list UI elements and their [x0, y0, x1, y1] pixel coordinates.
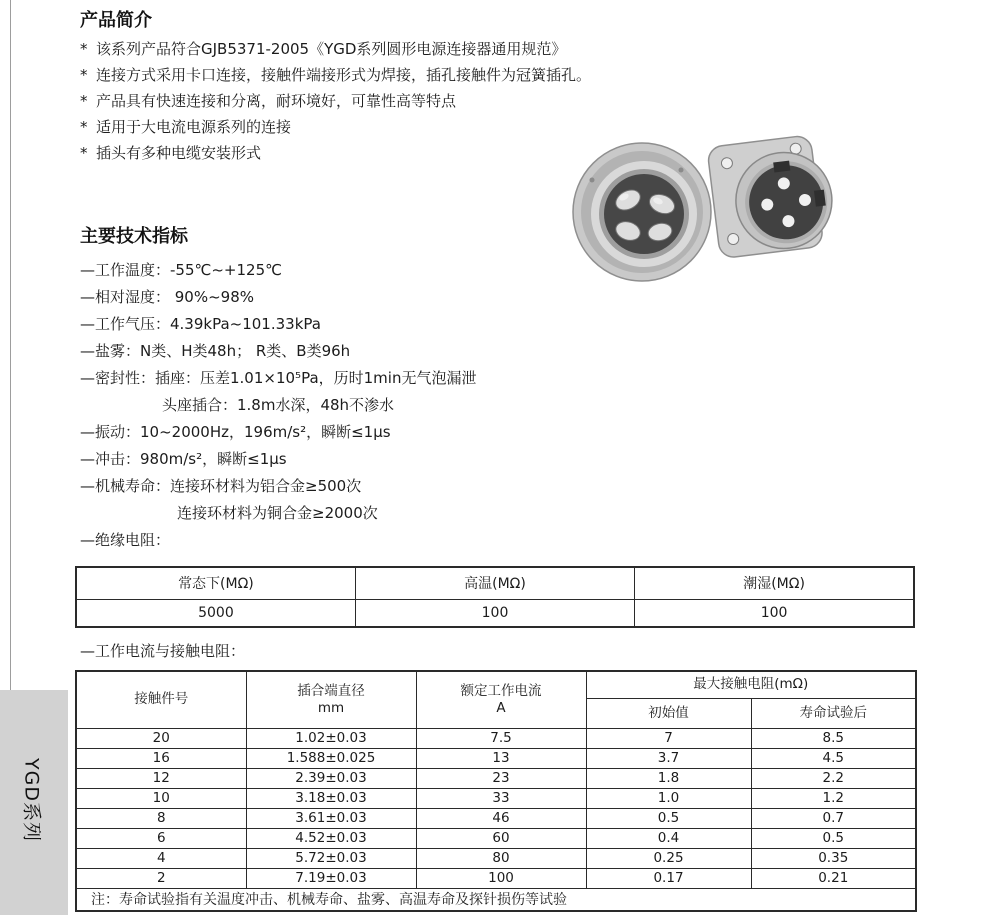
table-row: [76, 768, 916, 788]
spec-line: —机械寿命：连接环材料为铝合金≥500次: [80, 477, 362, 495]
col-after-life-test: 寿命试验后: [751, 698, 916, 728]
table-cell: 3.7: [586, 748, 751, 768]
intro-section-title: 产品简介: [80, 10, 152, 31]
intro-bullet: [80, 114, 640, 140]
table-cell: 0.21: [751, 868, 916, 888]
insulation-value-cell: 100: [635, 599, 914, 627]
insulation-table-value-row: [76, 599, 914, 627]
table-cell: 33: [416, 788, 586, 808]
table-row: [76, 808, 916, 828]
spec-line: 头座插合：1.8m水深，48h不渗水: [162, 396, 395, 414]
table-cell: 80: [416, 848, 586, 868]
col-mating-diameter: [246, 671, 416, 728]
table-cell: 12: [76, 768, 246, 788]
table-cell: 1.0: [586, 788, 751, 808]
table-cell: 0.5: [586, 808, 751, 828]
receptacle-photo: [707, 133, 838, 259]
table-cell: 4.5: [751, 748, 916, 768]
bullet-marker: *: [80, 92, 88, 110]
table-cell: 10: [76, 788, 246, 808]
intro-bullet: [80, 88, 640, 114]
table-cell: 7.5: [416, 728, 586, 748]
table-cell: 8: [76, 808, 246, 828]
bullet-text: 适用于大电流电源系列的连接: [96, 118, 292, 136]
table-cell: 46: [416, 808, 586, 828]
spec-line: —工作温度：-55℃~+125℃: [80, 261, 282, 279]
working-current-table: [75, 670, 917, 912]
current-table-caption: —工作电流与接触电阻：: [80, 642, 246, 660]
specs-section-title: 主要技术指标: [80, 226, 188, 247]
intro-bullet: [80, 62, 640, 88]
table-cell: 5.72±0.03: [246, 848, 416, 868]
bullet-text: 产品具有快速连接和分离，耐环境好，可靠性高等特点: [96, 92, 457, 110]
intro-bullet: [80, 140, 640, 166]
col-mating-diameter-unit: mm: [317, 699, 345, 716]
insulation-resistance-table: [75, 566, 915, 628]
table-cell: 100: [416, 868, 586, 888]
table-cell: 1.02±0.03: [246, 728, 416, 748]
spec-line: —相对湿度： 90%~98%: [80, 288, 255, 306]
table-cell: 2.39±0.03: [246, 768, 416, 788]
table-cell: 1.588±0.025: [246, 748, 416, 768]
table-row: [76, 848, 916, 868]
table-cell: 1.8: [586, 768, 751, 788]
table-row: [76, 868, 916, 888]
bullet-marker: *: [80, 66, 88, 84]
table-cell: 8.5: [751, 728, 916, 748]
table-cell: 0.25: [586, 848, 751, 868]
bullet-text: 插头有多种电缆安装形式: [96, 144, 262, 162]
bullet-text: 该系列产品符合GJB5371-2005《YGD系列圆形电源连接器通用规范》: [96, 40, 567, 58]
insulation-header-cell: 常态下(MΩ): [76, 567, 355, 599]
insulation-header-cell: 高温(MΩ): [355, 567, 634, 599]
spec-list: [80, 257, 640, 554]
table-cell: 7.19±0.03: [246, 868, 416, 888]
table-cell: 0.17: [586, 868, 751, 888]
insulation-value-cell: 100: [355, 599, 634, 627]
table-cell: 0.5: [751, 828, 916, 848]
table-cell: 4.52±0.03: [246, 828, 416, 848]
insulation-header-cell: 潮湿(MΩ): [635, 567, 914, 599]
col-rated-current: [416, 671, 586, 728]
table-cell: 7: [586, 728, 751, 748]
col-mating-diameter-label: 插合端直径: [297, 682, 365, 699]
series-tab: [0, 690, 68, 915]
current-table-note-row: [76, 888, 916, 911]
table-row: [76, 728, 916, 748]
bullet-marker: *: [80, 144, 88, 162]
table-cell: 20: [76, 728, 246, 748]
current-table-header-row-1: [76, 671, 916, 698]
table-cell: 1.2: [751, 788, 916, 808]
table-cell: 23: [416, 768, 586, 788]
table-note: 注：寿命试验指有关温度冲击、机械寿命、盐雾、高温寿命及探针损伤等试验: [76, 888, 916, 911]
table-cell: 13: [416, 748, 586, 768]
col-max-contact-resistance: 最大接触电阻(mΩ): [586, 671, 916, 698]
table-row: [76, 748, 916, 768]
table-cell: 2.2: [751, 768, 916, 788]
intro-bullet-list: [80, 36, 640, 166]
col-initial-value: 初始值: [586, 698, 751, 728]
table-cell: 0.35: [751, 848, 916, 868]
insulation-value-cell: 5000: [76, 599, 355, 627]
table-cell: 3.18±0.03: [246, 788, 416, 808]
spec-line: —冲击：980m/s²，瞬断≤1μs: [80, 450, 287, 468]
table-cell: 6: [76, 828, 246, 848]
table-row: [76, 828, 916, 848]
intro-bullet: [80, 36, 640, 62]
insulation-table-header-row: [76, 567, 914, 599]
spec-line: —密封性：插座：压差1.01×10⁵Pa，历时1min无气泡漏泄: [80, 369, 477, 387]
table-cell: 16: [76, 748, 246, 768]
bullet-marker: *: [80, 118, 88, 136]
table-row: [76, 788, 916, 808]
spec-line: 连接环材料为铜合金≥2000次: [177, 504, 378, 522]
table-cell: 0.4: [586, 828, 751, 848]
col-contact-number: 接触件号: [76, 671, 246, 728]
bullet-text: 连接方式采用卡口连接，接触件端接形式为焊接，插孔接触件为冠簧插孔。: [96, 66, 592, 84]
bullet-marker: *: [80, 40, 88, 58]
col-rated-current-label: 额定工作电流: [460, 682, 542, 699]
series-tab-label: YGD系列: [20, 758, 43, 842]
table-cell: 60: [416, 828, 586, 848]
table-cell: 0.7: [751, 808, 916, 828]
page-left-rule: [10, 0, 11, 692]
table-cell: 4: [76, 848, 246, 868]
spec-line: —振动：10~2000Hz，196m/s²，瞬断≤1μs: [80, 423, 391, 441]
col-rated-current-unit: A: [496, 699, 506, 716]
spec-line: —工作气压：4.39kPa~101.33kPa: [80, 315, 321, 333]
table-cell: 2: [76, 868, 246, 888]
table-cell: 3.61±0.03: [246, 808, 416, 828]
spec-line: —盐雾：N类、H类48h； R类、B类96h: [80, 342, 351, 360]
spec-line: —绝缘电阻：: [80, 531, 171, 549]
